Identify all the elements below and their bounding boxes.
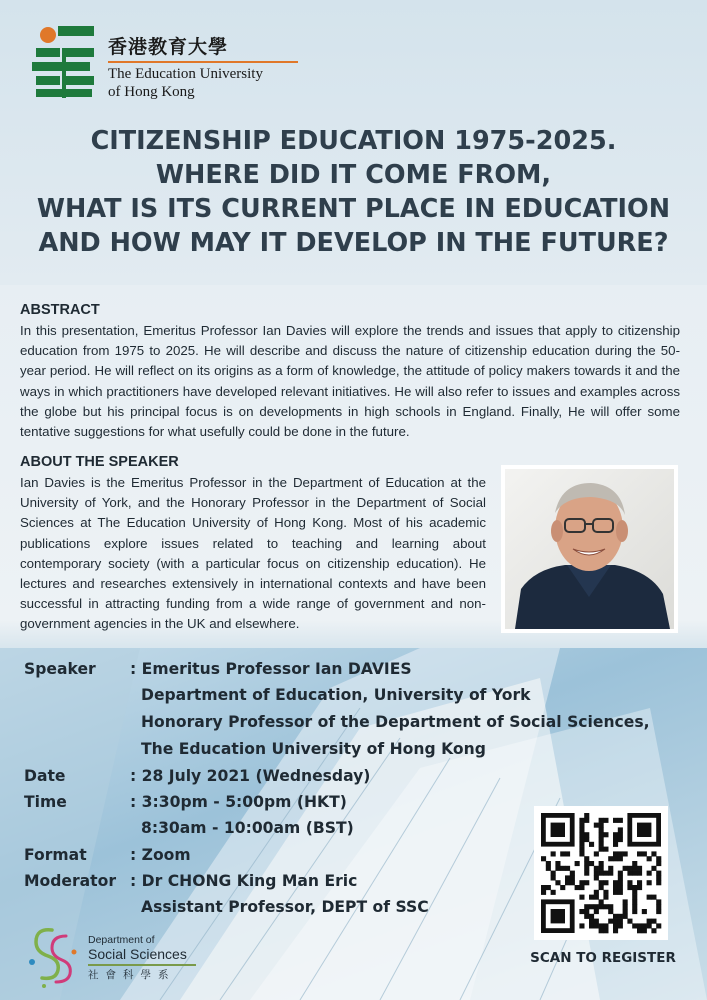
department-label-chinese: 社會科學系 — [88, 969, 176, 981]
event-title — [0, 124, 707, 260]
moderator-title: Assistant Professor, DEPT of SSC — [141, 898, 429, 916]
date-label: Date — [24, 767, 66, 785]
registration-qr-code[interactable] — [534, 806, 668, 940]
date-value: : 28 July 2021 (Wednesday) — [130, 767, 371, 785]
title-line-2: WHERE DID IT COME FROM, — [155, 160, 552, 190]
title-line-1: CITIZENSHIP EDUCATION 1975-2025. — [90, 126, 617, 156]
scan-to-register-label: SCAN TO REGISTER — [530, 950, 676, 966]
about-speaker-heading: ABOUT THE SPEAKER — [20, 454, 179, 470]
abstract-text: In this presentation, Emeritus Professor Ian Davies will explore the trends and issues that apply to citizenship education from 1975 to 2025. He will describe and discuss the nature of citizenship education during the 50-year period. He will reflect on its origins as a form of knowledge, the attitude of policy makers towards it and the ways in which practitioners have developed relevant initiatives. He will also refer to issues and examples across the globe but his principal focus is on developments in high schools in England. Finally, He will offer some tentative suggestions for what usefully could be done in the future. — [20, 323, 680, 440]
format-label: Format — [24, 846, 87, 864]
eduhk-logo — [32, 26, 272, 102]
department-divider — [88, 964, 196, 966]
time-value-bst: 8:30am - 10:00am (BST) — [141, 819, 354, 837]
format-value: : Zoom — [130, 846, 191, 864]
university-name-chinese: 香港教育大學 — [108, 36, 229, 58]
speaker-affiliation-2: Honorary Professor of the Department of Social Sciences, — [141, 713, 650, 731]
time-value-hkt: : 3:30pm - 5:00pm (HKT) — [130, 793, 347, 811]
department-label-line1: Department of — [88, 934, 155, 946]
moderator-name: : Dr CHONG King Man Eric — [130, 872, 358, 890]
speaker-affiliation-1: Department of Education, University of York — [141, 686, 531, 704]
speaker-affiliation-3: The Education University of Hong Kong — [141, 740, 486, 758]
title-line-3: WHAT IS ITS CURRENT PLACE IN EDUCATION — [36, 194, 671, 224]
department-logo — [22, 922, 222, 992]
time-label: Time — [24, 793, 67, 811]
department-label-line2: Social Sciences — [88, 946, 187, 962]
moderator-label: Moderator — [24, 872, 117, 890]
department-emblem-icon — [22, 922, 82, 992]
abstract-heading: ABSTRACT — [20, 302, 100, 318]
speaker-label: Speaker — [24, 660, 96, 678]
about-speaker-text: Ian Davies is the Emeritus Professor in the Department of Education at the University of York, and the Honorary Professor in the Department of Social Sciences at The Education University of Hong Kong. Most of his academic publications explore issues related to teaching and learning about contemporary society (with a particular focus on citizenship education). He lectures and researches extensively in international contexts and have been successful in attracting funding from a wide range of government and non-government agencies in the UK and elsewhere. — [20, 475, 486, 632]
university-name-english-line1: The Education University — [108, 66, 263, 82]
title-line-4: AND HOW MAY IT DEVELOP IN THE FUTURE? — [38, 228, 669, 258]
speaker-name: : Emeritus Professor Ian DAVIES — [130, 660, 412, 678]
speaker-photo — [501, 465, 678, 633]
logo-divider — [108, 61, 298, 63]
university-name-english-line2: of Hong Kong — [108, 84, 195, 100]
eduhk-emblem-icon — [32, 26, 96, 98]
speaker-portrait-image — [505, 469, 674, 629]
qr-code-icon — [534, 806, 668, 940]
